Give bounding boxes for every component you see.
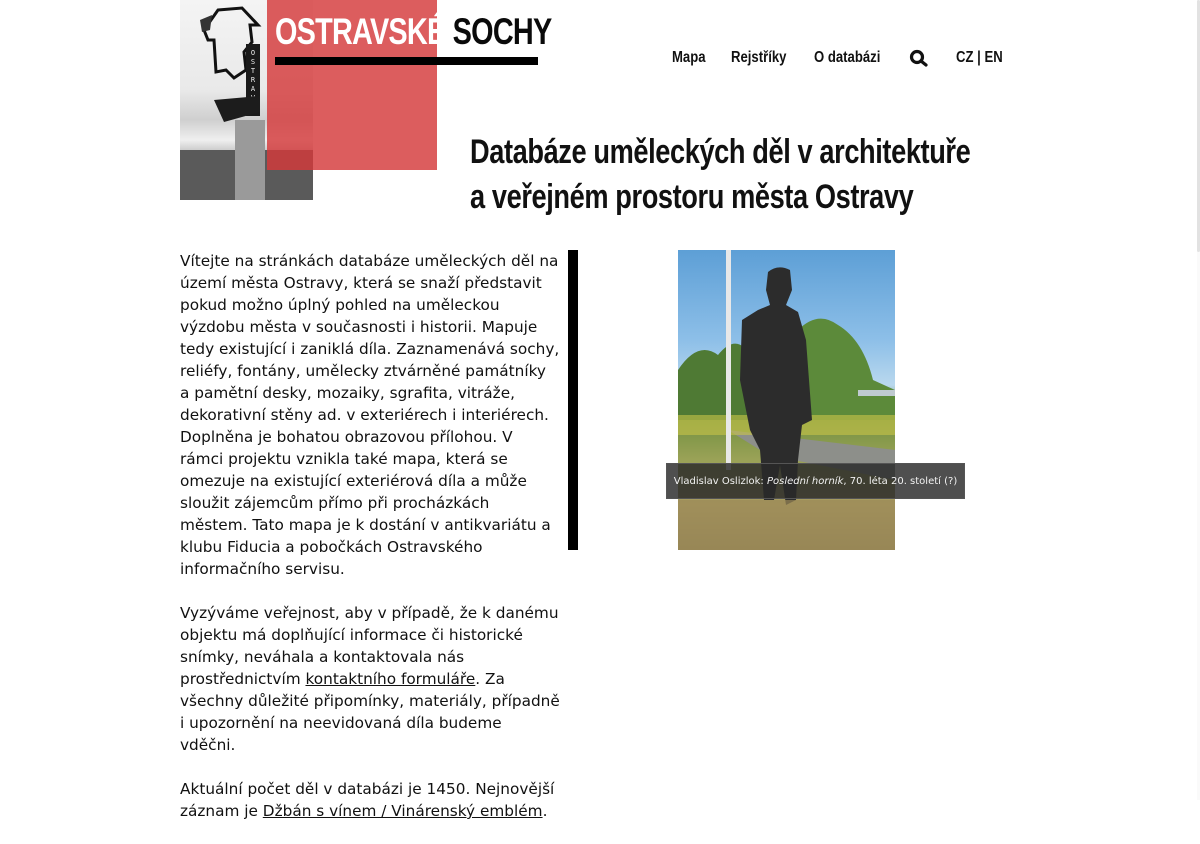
nav-item-rejstriky[interactable]: Rejstříky (731, 49, 787, 66)
nav-item-o-databazi[interactable]: O databázi (814, 49, 881, 66)
svg-text:O: O (250, 49, 256, 57)
caption-title[interactable]: Poslední horník (766, 476, 844, 487)
lang-separator: | (977, 49, 981, 66)
lang-en[interactable]: EN (984, 49, 1003, 66)
svg-text:R: R (250, 76, 256, 84)
sculpture-photo (678, 250, 895, 550)
stats-text: Aktuální počet děl v databázi je 1450. Nejnovější záznam je (180, 780, 555, 820)
image-caption (666, 463, 965, 499)
nav-item-mapa[interactable]: Mapa (672, 49, 706, 66)
caption-date: , 70. léta 20. století (?) (843, 476, 958, 487)
latest-record-link[interactable]: Džbán s vínem / Vinárenský emblém (262, 802, 543, 820)
search-button[interactable] (908, 49, 930, 67)
contact-paragraph (180, 602, 560, 756)
stats-paragraph (180, 778, 560, 822)
brand-word-sochy: SOCHY (452, 11, 552, 52)
page-title-line-1: Databáze uměleckých děl v architektuře (470, 133, 971, 171)
contact-form-link[interactable]: kontaktního formuláře (305, 670, 476, 688)
svg-text:T: T (250, 67, 256, 75)
contact-text: Vyzýváme veřejnost, aby v případě, že k danému objektu má doplňující informace či historické snímky, neváhala a kontaktovala nás prostřednictvím (180, 604, 559, 688)
brand-word-ostravske: OSTRAVSKÉ (275, 11, 446, 52)
brand-underline (275, 57, 538, 65)
search-icon (908, 49, 930, 67)
language-switcher (956, 49, 1003, 67)
intro-text (180, 250, 560, 844)
lang-cz[interactable]: CZ (956, 49, 974, 66)
contact-text-end: . Za všechny důležité připomínky, materiály, případně i upozornění na neevidovaná díla budeme vděčni. (180, 670, 560, 754)
intro-paragraph: Vítejte na stránkách databáze uměleckých děl na území města Ostravy, která se snaží představit pokud možno úplný pohled na uměleckou výzdobu města v současnosti i historii. Mapuje tedy existující i zaniklá díla. Zaznamenává sochy, reliéfy, fontány, umělecky ztvárněné památníky a pamětní desky, mozaiky, sgrafita, vitráže, dekorativní stěny ad. v exteriérech i interiérech. Doplněna je bohatou obrazovou přílohou. V rámci projektu vznikla také mapa, která se omezuje na existující exteriérová díla a může sloužit zájemcům přímo při procházkách městem. Tato mapa je k dostání v antikvariátu a klubu Fiducia a pobočkách Ostravského informačního servisu. (180, 252, 560, 578)
svg-text:S: S (250, 58, 256, 66)
featured-sculpture-image[interactable] (678, 250, 895, 550)
page-title (470, 130, 998, 220)
caption-author: Vladislav Oslizlok: (673, 476, 767, 487)
svg-text:A: A (250, 85, 256, 93)
vertical-divider (568, 250, 578, 550)
stats-text-end: . (542, 802, 548, 820)
page-title-line-2: a veřejném prostoru města Ostravy (470, 178, 914, 216)
